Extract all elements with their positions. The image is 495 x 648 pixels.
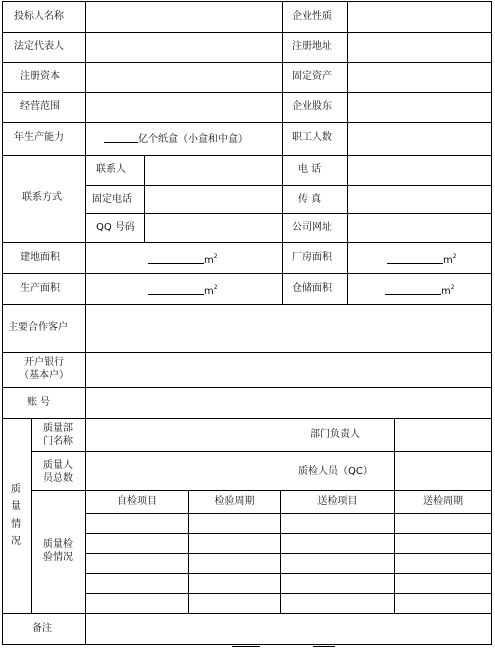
quality-char: 量 <box>11 501 21 512</box>
row-rule <box>2 92 492 93</box>
contact-info-label: 联系方式 <box>22 192 62 203</box>
phone-label: 电 话 <box>298 164 322 175</box>
production-area-value <box>148 282 218 298</box>
registered-address-label: 注册地址 <box>292 41 332 52</box>
row-rule <box>2 32 492 33</box>
landline-label: 固定电话 <box>92 194 132 205</box>
footer-mark <box>313 646 335 647</box>
plant-area-label: 厂房面积 <box>292 252 332 263</box>
quality-check-label <box>31 538 85 564</box>
table-border-left <box>2 1 3 645</box>
unit-sup: 2 <box>452 253 457 260</box>
shareholders-label: 企业股东 <box>292 101 332 112</box>
company-nature-label: 企业性质 <box>292 11 332 22</box>
row-rule <box>85 573 491 574</box>
quality-dept-label <box>31 422 85 448</box>
row-rule <box>2 62 492 63</box>
col-rule <box>347 1 348 304</box>
row-rule <box>31 451 491 452</box>
row-rule <box>85 513 491 514</box>
unit-m: m <box>443 255 453 266</box>
storage-area-label: 仓储面积 <box>292 283 332 294</box>
bank-label <box>3 356 85 382</box>
annual-capacity-value <box>104 132 248 146</box>
annual-capacity-label: 年生产能力 <box>14 132 64 143</box>
col-rule <box>280 490 281 613</box>
quality-char: 况 <box>11 536 21 547</box>
bank-label-line1: 开户银行 <box>24 357 64 368</box>
row-rule <box>2 155 492 156</box>
unit-m: m <box>204 255 214 266</box>
main-clients-label: 主要合作客户 <box>8 322 68 333</box>
unit-sup: 2 <box>213 253 218 260</box>
dept-head-label: 部门负责人 <box>310 429 360 440</box>
contact-person-label: 联系人 <box>96 164 126 175</box>
quality-staff-line2: 员总数 <box>43 473 73 484</box>
plant-area-blank <box>387 253 443 264</box>
col-inspect-cycle: 检验周期 <box>214 496 255 507</box>
row-rule <box>85 213 491 214</box>
col-self-items: 自检项目 <box>117 496 157 507</box>
row-rule <box>85 185 491 186</box>
row-rule <box>2 304 492 305</box>
table-border-bottom <box>2 644 492 645</box>
table-border-top <box>2 1 492 2</box>
col-send-cycle: 送检周期 <box>423 496 463 507</box>
row-rule <box>2 613 492 614</box>
production-area-label: 生产面积 <box>20 283 60 294</box>
qq-label: QQ 号码 <box>96 222 135 233</box>
inspectors-label: 质检人员（QC） <box>298 466 373 477</box>
row-rule <box>85 553 491 554</box>
col-rule <box>188 490 189 613</box>
row-rule <box>2 273 492 274</box>
row-rule <box>2 387 492 388</box>
capacity-blank <box>104 132 138 143</box>
plant-area-value <box>387 251 457 267</box>
business-scope-label: 经营范围 <box>20 101 60 112</box>
row-rule <box>85 593 491 594</box>
capacity-unit: 亿个纸盒（小盒和中盒） <box>138 134 248 145</box>
unit-sup: 2 <box>213 284 218 291</box>
quality-staff-line1: 质量人 <box>43 460 73 471</box>
col-rule <box>394 418 395 613</box>
row-rule <box>31 490 491 491</box>
col-rule <box>85 1 86 645</box>
remarks-label: 备注 <box>32 623 52 634</box>
quality-check-line2: 验情况 <box>43 552 73 563</box>
row-rule <box>2 122 492 123</box>
storage-area-value <box>385 282 455 298</box>
unit-m: m <box>441 286 451 297</box>
production-area-blank <box>148 284 204 295</box>
col-send-items: 送检项目 <box>317 496 358 507</box>
bank-label-line2: （基本户） <box>19 370 69 381</box>
land-area-blank <box>148 253 204 264</box>
row-rule <box>85 533 491 534</box>
fax-label: 传 真 <box>298 194 322 205</box>
quality-check-line1: 质量检 <box>43 539 73 550</box>
account-label: 账 号 <box>27 397 51 408</box>
legal-rep-label: 法定代表人 <box>14 41 64 52</box>
row-rule <box>2 352 492 353</box>
row-rule <box>2 418 492 419</box>
storage-area-blank <box>385 284 441 295</box>
land-area-value <box>148 251 218 267</box>
employees-label: 职工人数 <box>292 132 332 143</box>
table-border-right <box>491 1 492 645</box>
quality-char: 质 <box>11 484 21 495</box>
bidder-name-label: 投标人名称 <box>14 11 64 22</box>
land-area-label: 建地面积 <box>20 252 60 263</box>
unit-m: m <box>204 286 214 297</box>
col-rule <box>144 155 145 242</box>
col-rule <box>282 1 283 304</box>
quality-dept-line1: 质量部 <box>43 423 73 434</box>
quality-dept-line2: 门名称 <box>43 436 73 447</box>
footer-mark <box>232 646 260 647</box>
quality-char: 情 <box>11 519 21 530</box>
row-rule <box>2 242 492 243</box>
unit-sup: 2 <box>450 284 455 291</box>
registered-capital-label: 注册资本 <box>20 71 60 82</box>
fixed-assets-label: 固定资产 <box>292 71 332 82</box>
quality-staff-label <box>31 459 85 485</box>
website-label: 公司网址 <box>292 222 332 233</box>
